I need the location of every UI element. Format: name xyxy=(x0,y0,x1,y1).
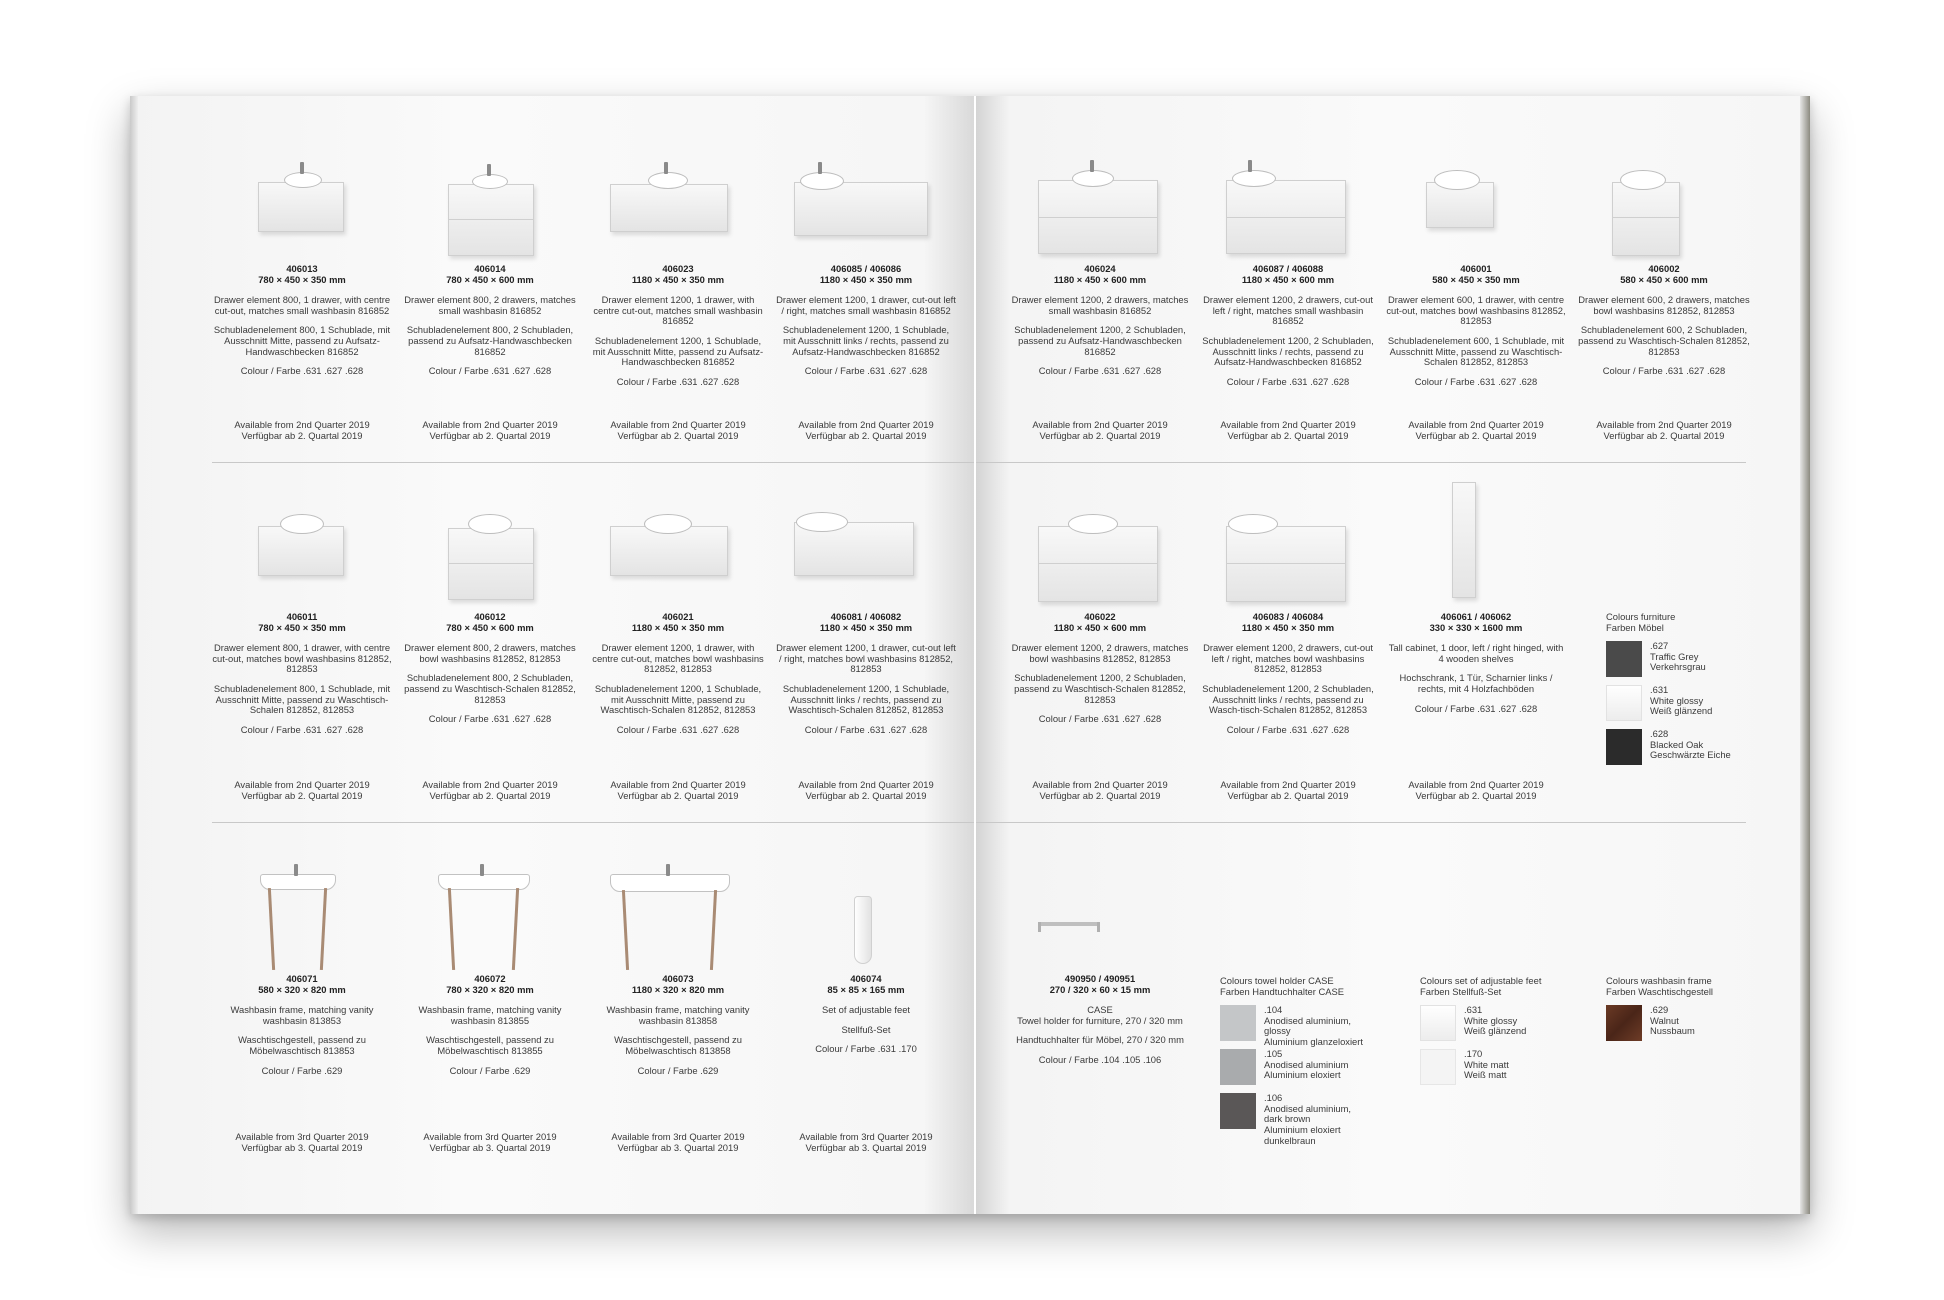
product-code: 406012 xyxy=(474,611,506,622)
colour-codes: Colour / Farbe .631 .627 .628 xyxy=(1226,723,1350,735)
availability-en: Available from 2nd Quarter 2019 xyxy=(798,419,934,430)
product-code: 406024 xyxy=(1084,263,1116,274)
description-en: Tall cabinet, 1 door, left / right hinged, with 4 wooden shelves xyxy=(1388,642,1564,664)
availability-en: Available from 2nd Quarter 2019 xyxy=(1408,779,1544,790)
product-code: 406087 / 406088 xyxy=(1252,263,1324,274)
colour-codes: Colour / Farbe .631 .627 .628 xyxy=(240,723,364,735)
legend-title-de: Farben Waschtischgestell xyxy=(1606,985,1713,997)
availability-de: Verfügbar ab 2. Quartal 2019 xyxy=(241,429,363,441)
availability-de: Verfügbar ab 2. Quartal 2019 xyxy=(429,789,551,801)
product-image-drawer-element xyxy=(1422,162,1498,242)
product-image-drawer-element xyxy=(1608,162,1684,258)
left-page xyxy=(130,96,974,1214)
availability-de: Verfügbar ab 3. Quartal 2019 xyxy=(429,1141,551,1153)
description-de: Hochschrank, 1 Tür, Scharnier links / rechts, mit 4 Holzfachböden xyxy=(1399,672,1553,694)
product-dimensions: 85 × 85 × 165 mm xyxy=(827,983,905,995)
swatch-code: .170 xyxy=(1464,1048,1483,1060)
row-divider xyxy=(976,822,1746,823)
availability-de: Verfügbar ab 2. Quartal 2019 xyxy=(805,429,927,441)
product-image-washbasin-frame xyxy=(256,862,342,972)
swatch-name-en: Anodised aluminium, glossy xyxy=(1264,1014,1352,1037)
product-dimensions: 1180 × 450 × 600 mm xyxy=(1053,273,1147,285)
swatch-name-en: Walnut xyxy=(1650,1014,1679,1026)
product-image-washbasin-frame xyxy=(608,862,732,972)
availability-de: Verfügbar ab 2. Quartal 2019 xyxy=(429,429,551,441)
colour-codes: Colour / Farbe .629 xyxy=(637,1064,719,1076)
colour-codes: Colour / Farbe .631 .627 .628 xyxy=(1414,702,1538,714)
swatch-code: .627 xyxy=(1650,640,1669,652)
availability-de: Verfügbar ab 2. Quartal 2019 xyxy=(241,789,363,801)
product-code: 406013 xyxy=(286,263,318,274)
description-en: Drawer element 1200, 2 drawers, cut-out left / right, matches bowl washbasins 812852, 812853 xyxy=(1203,642,1373,675)
swatch-code: .629 xyxy=(1650,1004,1669,1016)
product-image-drawer-element xyxy=(1036,154,1160,254)
furniture-colour-legend xyxy=(1606,612,1756,773)
description-en: Washbasin frame, matching vanity washbasin 813855 xyxy=(418,1004,562,1026)
availability-en: Available from 2nd Quarter 2019 xyxy=(1220,779,1356,790)
product-code: 406014 xyxy=(474,263,506,274)
colour-codes: Colour / Farbe .631 .627 .628 xyxy=(1226,375,1350,387)
product-image-drawer-element xyxy=(1224,154,1348,254)
colour-swatch-627 xyxy=(1606,641,1642,677)
product-dimensions: 1180 × 450 × 600 mm xyxy=(1053,621,1147,633)
swatch-name-de: Verkehrsgrau xyxy=(1650,661,1706,673)
product-image-washbasin-frame xyxy=(434,862,534,972)
description-en: Drawer element 1200, 2 drawers, cut-out left / right, matches small washbasin 816852 xyxy=(1203,294,1373,327)
description-en: Drawer element 1200, 1 drawer, with centre cut-out, matches small washbasin 816852 xyxy=(593,294,763,327)
swatch-code: .105 xyxy=(1264,1048,1283,1060)
description-en: Drawer element 800, 2 drawers, matches bowl washbasins 812852, 812853 xyxy=(404,642,576,664)
description-en: Washbasin frame, matching vanity washbasin 813853 xyxy=(230,1004,374,1026)
row-divider xyxy=(212,462,974,463)
description-en: Drawer element 1200, 1 drawer, cut-out left / right, matches small washbasin 816852 xyxy=(776,294,956,316)
swatch-name-en: Blacked Oak xyxy=(1650,738,1704,750)
legend-title-en: Colours furniture xyxy=(1606,611,1676,622)
product-code: 406081 / 406082 xyxy=(830,611,902,622)
colour-codes: Colour / Farbe .631 .627 .628 xyxy=(616,375,740,387)
product-code: 406072 xyxy=(474,973,506,984)
description-de: Schubladenelement 800, 1 Schublade, mit Ausschnitt Mitte, passend zu Waschtisch-Schalen 812852, 812853 xyxy=(213,682,391,716)
product-code: 406002 xyxy=(1648,263,1680,274)
colour-codes: Colour / Farbe .104 .105 .106 xyxy=(1038,1053,1162,1065)
description-en: Drawer element 1200, 2 drawers, matches small washbasin 816852 xyxy=(1011,294,1189,316)
product-card xyxy=(588,263,768,441)
product-card xyxy=(400,263,580,441)
colour-codes: Colour / Farbe .631 .627 .628 xyxy=(240,365,364,377)
colour-codes: Colour / Farbe .631 .627 .628 xyxy=(1038,365,1162,377)
product-dimensions: 1180 × 450 × 350 mm xyxy=(631,273,725,285)
colour-codes: Colour / Farbe .631 .627 .628 xyxy=(616,723,740,735)
swatch-code: .628 xyxy=(1650,728,1669,740)
product-card xyxy=(1386,611,1566,801)
product-dimensions: 780 × 450 × 350 mm xyxy=(258,621,346,633)
swatch-name-de: Aluminium eloxiert xyxy=(1264,1069,1341,1081)
swatch-name-de: Weiß glänzend xyxy=(1650,705,1713,717)
description-en: Drawer element 800, 1 drawer, with centre cut-out, matches bowl washbasins 812852, 812853 xyxy=(212,642,392,675)
product-dimensions: 270 / 320 × 60 × 15 mm xyxy=(1049,983,1151,995)
description-de: Waschtischgestell, passend zu Möbelwaschtisch 813853 xyxy=(238,1034,366,1056)
description-de: Schubladenelement 1200, 1 Schublade, mit Ausschnitt Mitte, passend zu Aufsatz-Handwaschbecken 816852 xyxy=(592,334,764,368)
swatch-name-de: Aluminium glanzeloxiert xyxy=(1264,1035,1364,1047)
description-en: Drawer element 800, 2 drawers, matches small washbasin 816852 xyxy=(404,294,576,316)
product-dimensions: 1180 × 450 × 600 mm xyxy=(1241,273,1335,285)
right-page xyxy=(976,96,1810,1214)
product-image-adjustable-feet xyxy=(848,896,878,966)
availability-de: Verfügbar ab 2. Quartal 2019 xyxy=(1415,789,1537,801)
product-code: 406071 xyxy=(286,973,318,984)
availability-en: Available from 2nd Quarter 2019 xyxy=(1032,419,1168,430)
description-en: Set of adjustable feet xyxy=(821,1004,911,1016)
colour-codes: Colour / Farbe .629 xyxy=(449,1064,531,1076)
feet-colour-legend xyxy=(1420,976,1570,1093)
product-code: 406074 xyxy=(850,973,882,984)
availability-en: Available from 2nd Quarter 2019 xyxy=(1032,779,1168,790)
colour-swatch-629 xyxy=(1606,1005,1642,1041)
availability-en: Available from 2nd Quarter 2019 xyxy=(1220,419,1356,430)
product-dimensions: 330 × 330 × 1600 mm xyxy=(1429,621,1523,633)
product-code: 406023 xyxy=(662,263,694,274)
swatch-name-de: Weiß glänzend xyxy=(1464,1025,1527,1037)
product-image-drawer-element xyxy=(792,504,916,584)
availability-en: Available from 3rd Quarter 2019 xyxy=(799,1131,933,1142)
availability-de: Verfügbar ab 2. Quartal 2019 xyxy=(1227,429,1349,441)
product-dimensions: 580 × 450 × 350 mm xyxy=(1432,273,1520,285)
product-code: 406022 xyxy=(1084,611,1116,622)
availability-de: Verfügbar ab 2. Quartal 2019 xyxy=(1039,789,1161,801)
product-code: 406011 xyxy=(286,611,318,622)
swatch-code: .631 xyxy=(1650,684,1669,696)
swatch-name-en: Traffic Grey xyxy=(1650,650,1699,662)
description-de: Schubladenelement 1200, 2 Schubladen, Ausschnitt links / rechts, passend zu Aufsatz-Handwaschbecken 816852 xyxy=(1202,334,1374,368)
availability-de: Verfügbar ab 2. Quartal 2019 xyxy=(1039,429,1161,441)
availability-en: Available from 2nd Quarter 2019 xyxy=(610,779,746,790)
description-de: Schubladenelement 1200, 2 Schubladen, passend zu Aufsatz-Handwaschbecken 816852 xyxy=(1014,324,1186,357)
description-en: Washbasin frame, matching vanity washbasin 813858 xyxy=(606,1004,750,1026)
availability-de: Verfügbar ab 2. Quartal 2019 xyxy=(1603,429,1725,441)
page-edge xyxy=(1800,96,1810,1214)
description-en: Drawer element 800, 1 drawer, with centre cut-out, matches small washbasin 816852 xyxy=(213,294,391,316)
description-de: Schubladenelement 800, 1 Schublade, mit Ausschnitt Mitte, passend zu Aufsatz-Handwaschbecken 816852 xyxy=(213,324,391,357)
availability-de: Verfügbar ab 2. Quartal 2019 xyxy=(617,789,739,801)
description-en: Drawer element 1200, 1 drawer, cut-out left / right, matches bowl washbasins 812852, 812853 xyxy=(776,642,956,675)
product-card xyxy=(776,263,956,441)
legend-title-de: Farben Stellfuß-Set xyxy=(1420,985,1502,997)
product-card xyxy=(1010,611,1190,801)
description-de: Schubladenelement 800, 2 Schubladen, passend zu Aufsatz-Handwaschbecken 816852 xyxy=(406,324,574,357)
product-card xyxy=(1010,974,1190,1075)
swatch-name-en: White glossy xyxy=(1464,1014,1518,1026)
product-dimensions: 580 × 450 × 600 mm xyxy=(1620,273,1708,285)
availability-de: Verfügbar ab 3. Quartal 2019 xyxy=(805,1141,927,1153)
product-code: 406083 / 406084 xyxy=(1252,611,1324,622)
colour-swatch-105 xyxy=(1220,1049,1256,1085)
product-image-drawer-element xyxy=(254,154,350,234)
colour-swatch-106 xyxy=(1220,1093,1256,1129)
product-dimensions: 1180 × 450 × 350 mm xyxy=(819,273,913,285)
product-card xyxy=(776,611,956,801)
product-code: 406073 xyxy=(662,973,694,984)
page-edge xyxy=(130,96,138,1214)
colour-codes: Colour / Farbe .631 .627 .628 xyxy=(428,713,552,725)
catalogue-spread xyxy=(130,96,1810,1214)
description-de: Waschtischgestell, passend zu Möbelwaschtisch 813855 xyxy=(426,1034,554,1056)
product-image-drawer-element xyxy=(1224,504,1348,604)
description-de: Schubladenelement 1200, 2 Schubladen, passend zu Waschtisch-Schalen 812852, 812853 xyxy=(1014,672,1186,705)
swatch-name-en: White glossy xyxy=(1650,694,1704,706)
description-de: Stellfuß-Set xyxy=(841,1023,891,1035)
colour-swatch-104 xyxy=(1220,1005,1256,1041)
availability-en: Available from 2nd Quarter 2019 xyxy=(1408,419,1544,430)
availability-en: Available from 3rd Quarter 2019 xyxy=(611,1131,745,1142)
description-de: Handtuchhalter für Möbel, 270 / 320 mm xyxy=(1016,1034,1184,1046)
product-card xyxy=(212,611,392,801)
availability-en: Available from 2nd Quarter 2019 xyxy=(234,779,370,790)
product-card xyxy=(776,973,956,1153)
legend-title-de: Farben Möbel xyxy=(1606,621,1664,633)
product-image-towel-holder xyxy=(1036,918,1106,934)
description-de: Waschtischgestell, passend zu Möbelwaschtisch 813858 xyxy=(614,1034,742,1056)
legend-title-en: Colours set of adjustable feet xyxy=(1420,975,1542,986)
availability-en: Available from 2nd Quarter 2019 xyxy=(234,419,370,430)
product-dimensions: 1180 × 450 × 350 mm xyxy=(631,621,725,633)
description-en: Towel holder for furniture, 270 / 320 mm xyxy=(1017,1014,1183,1026)
product-card xyxy=(1198,611,1378,801)
product-card xyxy=(212,973,392,1153)
product-code: 490950 / 490951 xyxy=(1064,973,1136,984)
product-image-drawer-element xyxy=(440,154,536,250)
product-image-drawer-element xyxy=(440,504,536,600)
product-card xyxy=(1574,263,1754,441)
colour-codes: Colour / Farbe .631 .627 .628 xyxy=(1038,713,1162,725)
product-dimensions: 1180 × 450 × 350 mm xyxy=(1241,621,1335,633)
product-image-tall-cabinet xyxy=(1450,482,1480,600)
availability-de: Verfügbar ab 2. Quartal 2019 xyxy=(805,789,927,801)
product-dimensions: 780 × 320 × 820 mm xyxy=(446,983,534,995)
product-card xyxy=(212,263,392,441)
swatch-name-de: Aluminium eloxiert dunkelbraun xyxy=(1264,1123,1341,1146)
colour-swatch-631 xyxy=(1606,685,1642,721)
product-code: 406021 xyxy=(662,611,694,622)
product-dimensions: 1180 × 450 × 350 mm xyxy=(819,621,913,633)
product-code: 406061 / 406062 xyxy=(1440,611,1512,622)
product-image-drawer-element xyxy=(792,154,930,236)
availability-de: Verfügbar ab 3. Quartal 2019 xyxy=(241,1141,363,1153)
legend-title-de: Farben Handtuchhalter CASE xyxy=(1220,985,1345,997)
colour-swatch-170 xyxy=(1420,1049,1456,1085)
row-divider xyxy=(212,822,974,823)
colour-codes: Colour / Farbe .629 xyxy=(261,1064,343,1076)
colour-codes: Colour / Farbe .631 .627 .628 xyxy=(428,365,552,377)
row-divider xyxy=(976,462,1746,463)
description-de: Schubladenelement 1200, 2 Schubladen, Ausschnitt links / rechts, passend zu Wasch-tisch-Schalen 812852, 812853 xyxy=(1202,682,1374,716)
colour-codes: Colour / Farbe .631 .627 .628 xyxy=(804,723,928,735)
description-en: Drawer element 600, 2 drawers, matches bowl washbasins 812852, 812853 xyxy=(1578,294,1750,316)
colour-codes: Colour / Farbe .631 .627 .628 xyxy=(1414,375,1538,387)
colour-codes: Colour / Farbe .631 .170 xyxy=(815,1043,917,1055)
product-image-drawer-element xyxy=(608,504,728,584)
colour-swatch-628 xyxy=(1606,729,1642,765)
product-card xyxy=(1198,263,1378,441)
availability-en: Available from 2nd Quarter 2019 xyxy=(798,779,934,790)
availability-en: Available from 2nd Quarter 2019 xyxy=(422,419,558,430)
description-en: Drawer element 1200, 2 drawers, matches bowl washbasins 812852, 812853 xyxy=(1011,642,1189,664)
swatch-name-de: Nussbaum xyxy=(1650,1025,1695,1037)
availability-en: Available from 3rd Quarter 2019 xyxy=(423,1131,557,1142)
description-en: Drawer element 1200, 1 drawer, with centre cut-out, matches bowl washbasins 812852, 812853 xyxy=(592,642,764,675)
description-de: Schubladenelement 1200, 1 Schublade, Ausschnitt links / rechts, passend zu Waschtisch-Schalen 812852, 812853 xyxy=(782,682,950,716)
availability-de: Verfügbar ab 2. Quartal 2019 xyxy=(617,429,739,441)
availability-en: Available from 3rd Quarter 2019 xyxy=(235,1131,369,1142)
description-de: Schubladenelement 800, 2 Schubladen, passend zu Waschtisch-Schalen 812852, 812853 xyxy=(404,672,576,705)
swatch-name-de: Geschwärzte Eiche xyxy=(1650,749,1731,761)
swatch-name-de: Weiß matt xyxy=(1464,1069,1507,1081)
product-dimensions: 780 × 450 × 350 mm xyxy=(258,273,346,285)
product-dimensions: 580 × 320 × 820 mm xyxy=(258,983,346,995)
swatch-name-en: Anodised aluminium xyxy=(1264,1058,1349,1070)
colour-codes: Colour / Farbe .631 .627 .628 xyxy=(1602,365,1726,377)
product-code: 406085 / 406086 xyxy=(830,263,902,274)
legend-title-en: Colours towel holder CASE xyxy=(1220,975,1334,986)
product-image-drawer-element xyxy=(1036,504,1160,604)
product-image-drawer-element xyxy=(254,504,350,584)
availability-en: Available from 2nd Quarter 2019 xyxy=(610,419,746,430)
towel-holder-colour-legend xyxy=(1220,975,1370,1146)
swatch-name-en: White matt xyxy=(1464,1058,1509,1070)
product-name: CASE xyxy=(1087,1004,1113,1016)
description-de: Schubladenelement 600, 1 Schublade, mit Ausschnitt Mitte, passend zu Waschtisch-Schalen 812852, 812853 xyxy=(1387,334,1565,368)
product-card xyxy=(1386,263,1566,441)
availability-de: Verfügbar ab 3. Quartal 2019 xyxy=(617,1141,739,1153)
description-de: Schubladenelement 600, 2 Schubladen, passend zu Waschtisch-Schalen 812852, 812853 xyxy=(1578,324,1750,357)
colour-swatch-631 xyxy=(1420,1005,1456,1041)
swatch-code: .631 xyxy=(1464,1004,1483,1016)
frame-colour-legend xyxy=(1606,976,1756,1049)
product-code: 406001 xyxy=(1460,263,1492,274)
product-card xyxy=(1010,263,1190,441)
description-en: Drawer element 600, 1 drawer, with centre cut-out, matches bowl washbasins 812852, 812853 xyxy=(1386,294,1566,327)
swatch-code: .106 xyxy=(1264,1092,1283,1104)
product-dimensions: 780 × 450 × 600 mm xyxy=(446,273,534,285)
swatch-name-en: Anodised aluminium, dark brown xyxy=(1264,1102,1352,1125)
product-card xyxy=(400,611,580,801)
product-card xyxy=(588,611,768,801)
colour-codes: Colour / Farbe .631 .627 .628 xyxy=(804,365,928,377)
product-dimensions: 780 × 450 × 600 mm xyxy=(446,621,534,633)
swatch-code: .104 xyxy=(1264,1004,1283,1016)
product-card xyxy=(588,973,768,1153)
product-dimensions: 1180 × 320 × 820 mm xyxy=(631,983,725,995)
availability-en: Available from 2nd Quarter 2019 xyxy=(422,779,558,790)
description-de: Schubladenelement 1200, 1 Schublade, mit Ausschnitt links / rechts, passend zu Aufsatz-Handwaschbecken 816852 xyxy=(782,324,950,357)
availability-de: Verfügbar ab 2. Quartal 2019 xyxy=(1415,429,1537,441)
product-card xyxy=(400,973,580,1153)
availability-en: Available from 2nd Quarter 2019 xyxy=(1596,419,1732,430)
product-image-drawer-element xyxy=(608,154,728,234)
description-de: Schubladenelement 1200, 1 Schublade, mit Ausschnitt Mitte, passend zu Waschtisch-Schalen 812852, 812853 xyxy=(594,682,762,716)
availability-de: Verfügbar ab 2. Quartal 2019 xyxy=(1227,789,1349,801)
legend-title-en: Colours washbasin frame xyxy=(1606,975,1712,986)
